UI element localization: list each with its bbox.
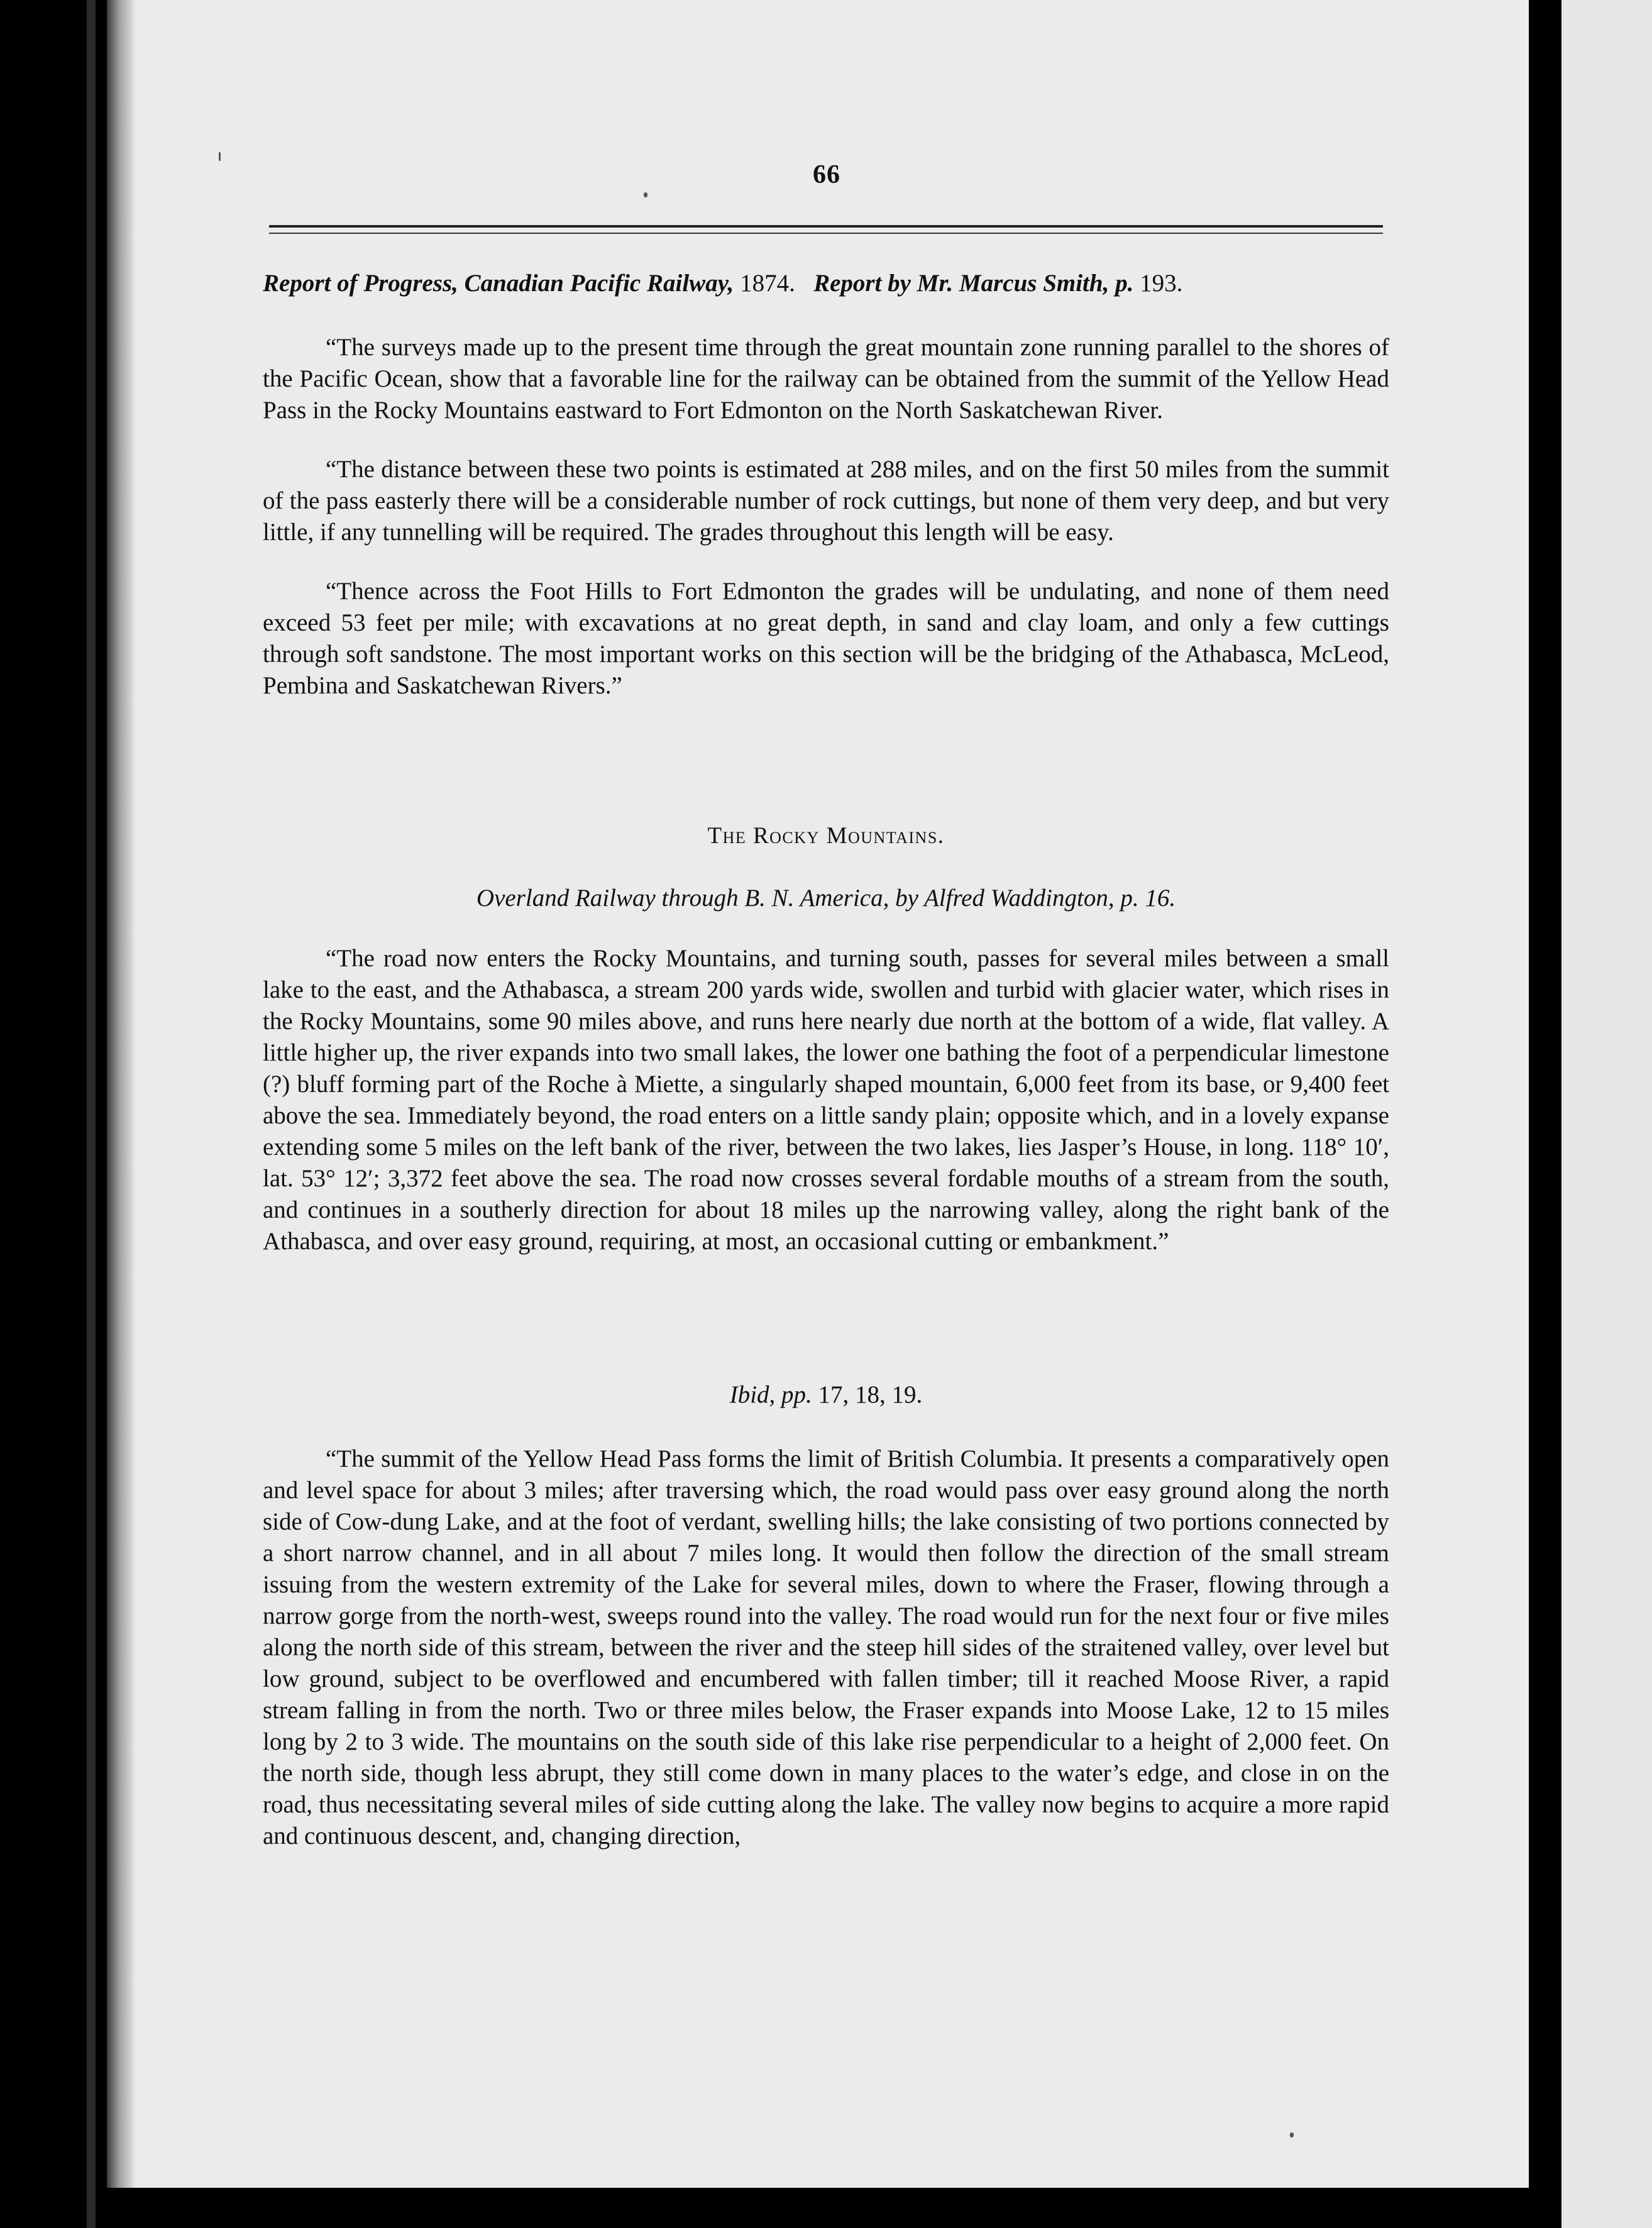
citation-author: Report by Mr. Marcus Smith, p. xyxy=(813,270,1134,297)
citation-waddington: Overland Railway through B. N. America, by Alfred Waddington, p. 16. xyxy=(476,885,1176,912)
quote-block-waddington xyxy=(263,943,1389,1257)
book-spine-edge xyxy=(87,0,96,2228)
paragraph: “The surveys made up to the present time through the great mountain zone running parallel to the shores of the Pacific Ocean, show that a favorable line for the railway can be obtained from the summit of the Yellow Head Pass in the Rocky Mountains eastward to Fort Edmonton on the North Saskatchewan River. xyxy=(263,334,1389,424)
quote-block-ibid xyxy=(263,1443,1389,1852)
scan-speck xyxy=(1290,2132,1294,2137)
citation-ibid xyxy=(263,1381,1389,1409)
citation-year: 1874. xyxy=(734,270,795,297)
citation-page: 193. xyxy=(1133,270,1183,297)
section-heading: The Rocky Mountains. xyxy=(707,823,945,849)
page-number: 66 xyxy=(813,160,840,189)
quote-block-smith xyxy=(263,332,1389,702)
page-edge-dark xyxy=(1529,0,1561,2228)
scan-speck xyxy=(219,152,221,161)
next-page-edge xyxy=(1561,0,1652,2228)
scan-speck xyxy=(644,192,647,197)
citation-report-of-progress xyxy=(263,268,1389,299)
citation-title: Report of Progress, Canadian Pacific Railway, xyxy=(263,270,734,297)
citation-ibid-label: Ibid, pp. xyxy=(729,1381,812,1408)
citation-ibid-pages: 17, 18, 19. xyxy=(812,1381,923,1408)
header-rule xyxy=(269,225,1383,228)
header-rule-thin xyxy=(269,233,1383,234)
paragraph: “The summit of the Yellow Head Pass forms the limit of British Columbia. It presents a comparatively open and level space for about 3 miles; after traversing which, the road would pass over easy ground along the north side of Cow-dung Lake, and at the foot of verdant, swelling hills; the lake consisting of two portions connected by a short narrow channel, and in all about 7 miles long. It would then follow the direction of the small stream issuing from the western extremity of the Lake for several miles, down to where the Fraser, flowing through a narrow gorge from the north-west, sweeps round into the valley. The road would run for the next four or five miles along the north side of this stream, between the river and the steep hill sides of the straitened valley, over level but low ground, subject to be overflowed and encumbered with fallen timber; till it reached Moose River, a rapid stream falling in from the north. Two or three miles below, the Fraser expands into Moose Lake, 12 to 15 miles long by 2 to 3 wide. The mountains on the south side of this lake rise perpendicular to a height of 2,000 feet. On the north side, though less abrupt, they still come down in many places to the water’s edge, and close in on the road, thus necessitating several miles of side cutting along the lake. The valley now begins to acquire a more rapid and continuous descent, and, changing direction, xyxy=(263,1445,1389,1850)
paragraph: “Thence across the Foot Hills to Fort Edmonton the grades will be undulating, and none of them need exceed 53 feet per mile; with excavations at no great depth, in sand and clay loam, and only a few cuttings through soft sandstone. The most important works on this section will be the bridging of the Athabasca, McLeod, Pembina and Saskatchewan Rivers.” xyxy=(263,578,1389,699)
paragraph: “The road now enters the Rocky Mountains, and turning south, passes for several miles between a small lake to the east, and the Athabasca, a stream 200 yards wide, swollen and turbid with glacier water, which rises in the Rocky Mountains, some 90 miles above, and runs here nearly due north at the bottom of a wide, flat valley. A little higher up, the river expands into two small lakes, the lower one bathing the foot of a perpendicular limestone (?) bluff forming part of the Roche à Miette, a singularly shaped mountain, 6,000 feet from its base, or 9,400 feet above the sea. Immediately beyond, the road enters on a little sandy plain; opposite which, and in a lovely expanse extending some 5 miles on the left bank of the river, between the two lakes, lies Jasper’s House, in long. 118° 10′, lat. 53° 12′; 3,372 feet above the sea. The road now crosses several fordable mouths of a stream from the south, and continues in a southerly direction for about 18 miles up the narrowing valley, along the right bank of the Athabasca, and over easy ground, requiring, at most, an occasional cutting or embankment.” xyxy=(263,945,1389,1255)
gutter-shadow xyxy=(107,0,136,2188)
paragraph: “The distance between these two points is estimated at 288 miles, and on the first 50 miles from the summit of the pass easterly there will be a considerable number of rock cuttings, but none of them very deep, and but very little, if any tunnelling will be required. The grades throughout this length will be easy. xyxy=(263,456,1389,546)
